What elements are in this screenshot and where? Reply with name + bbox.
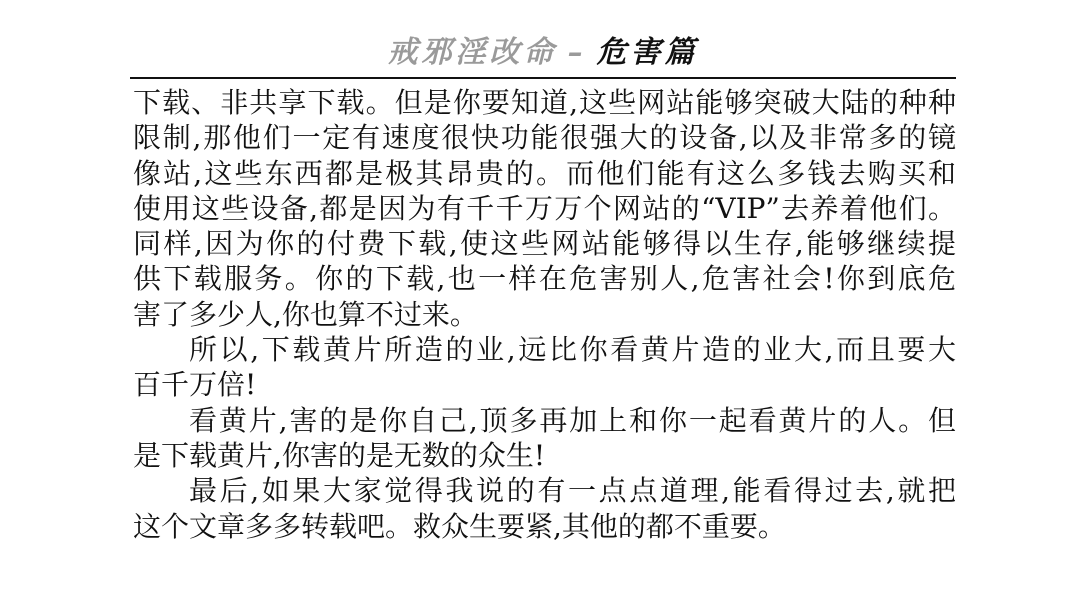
- text-line: 百千万倍!: [133, 368, 257, 402]
- text-line: 使用这些设备,都是因为有千千万万个网站的“VIP”去养着他们。: [133, 191, 956, 225]
- text-line: 同样,因为你的付费下载,使这些网站能够得以生存,能够继续提: [133, 227, 956, 261]
- paragraph-first-line: 看黄片,害的是你自己,顶多再加上和你一起看黄片的人。但: [189, 403, 956, 437]
- header-separator: –: [567, 35, 587, 70]
- text-line: 限制,那他们一定有速度很快功能很强大的设备,以及非常多的镜: [133, 121, 956, 155]
- body-text: [133, 85, 956, 544]
- page-header: [130, 30, 956, 76]
- paragraph-first-line: 所以,下载黄片所造的业,远比你看黄片造的业大,而且要大: [189, 333, 956, 367]
- header-chapter-title: 危害篇: [596, 35, 699, 70]
- header-book-title: 戒邪淫改命: [387, 35, 558, 70]
- paragraph-first-line: 最后,如果大家觉得我说的有一点点道理,能看得过去,就把: [189, 474, 956, 508]
- text-line: 是下载黄片,你害的是无数的众生!: [133, 438, 546, 472]
- text-line: 供下载服务。你的下载,也一样在危害别人,危害社会!你到底危: [133, 262, 956, 296]
- text-line: 这个文章多多转载吧。救众生要紧,其他的都不重要。: [133, 509, 786, 543]
- text-line: 害了多少人,你也算不过来。: [133, 297, 478, 331]
- text-line: 下载、非共享下载。但是你要知道,这些网站能够突破大陆的种种: [133, 86, 956, 119]
- text-line: 像站,这些东西都是极其昂贵的。而他们能有这么多钱去购买和: [133, 156, 956, 190]
- header-rule: [130, 77, 956, 79]
